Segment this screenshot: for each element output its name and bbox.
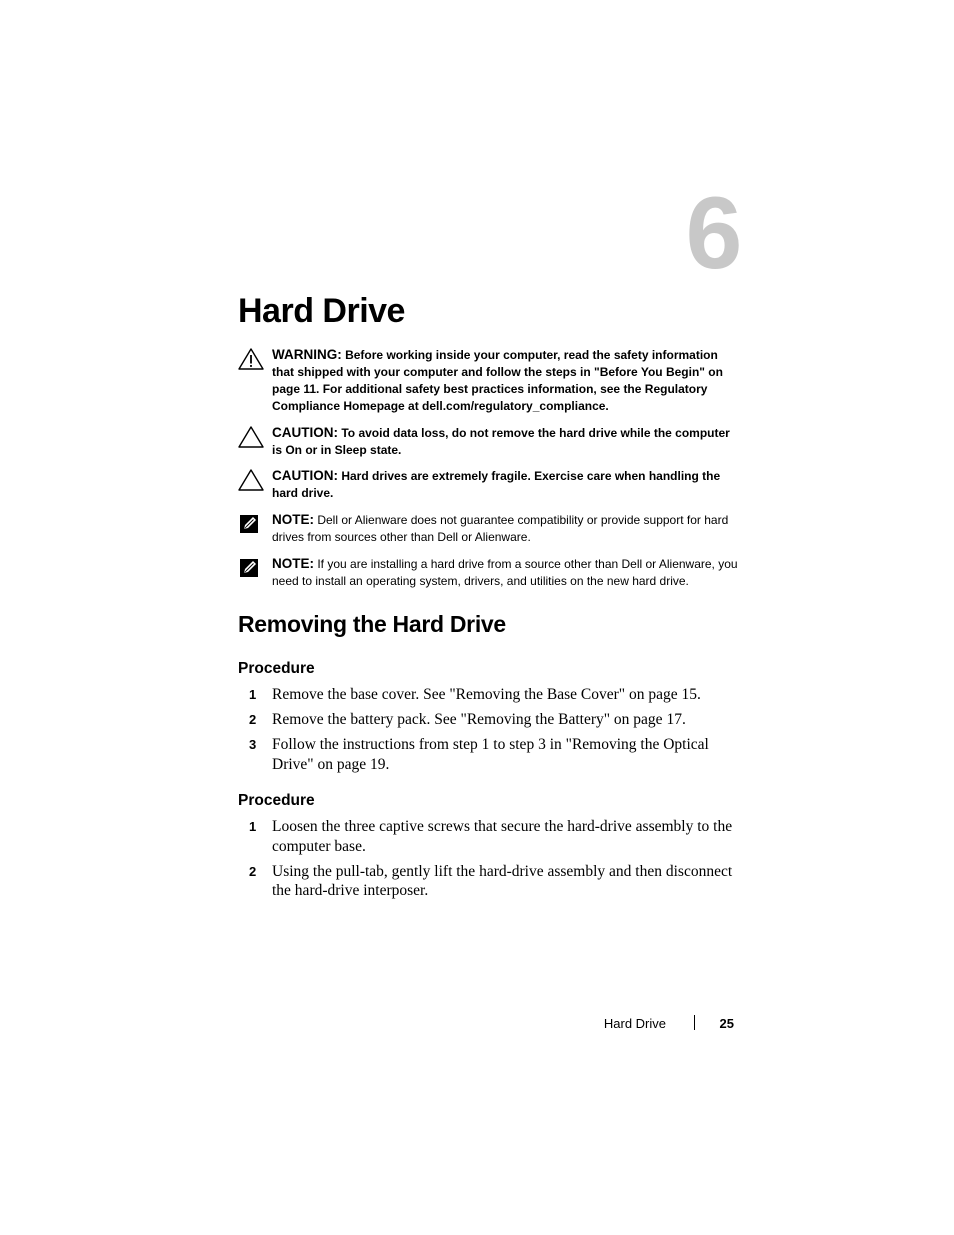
procedure-title: Procedure xyxy=(238,792,315,809)
step-text: Loosen the three captive screws that secure the hard-drive assembly to the computer base. xyxy=(272,818,733,855)
list-item xyxy=(238,735,738,774)
procedure-title: Procedure xyxy=(238,660,315,677)
caution-triangle-icon xyxy=(238,426,264,448)
notice-label: NOTE: xyxy=(272,512,314,527)
chapter-number: 6 xyxy=(685,176,743,290)
procedure-steps xyxy=(238,817,738,906)
step-number: 1 xyxy=(249,687,257,702)
step-number: 1 xyxy=(249,819,257,834)
step-number: 2 xyxy=(249,712,257,727)
footer-divider xyxy=(694,1015,695,1030)
list-item xyxy=(238,862,738,901)
notice-label: WARNING: xyxy=(272,347,342,362)
caution-triangle-icon xyxy=(238,469,264,491)
step-number: 3 xyxy=(249,737,257,752)
step-text: Remove the battery pack. See "Removing the Battery" on page 17. xyxy=(272,711,686,728)
notice-text: To avoid data loss, do not remove the hard drive while the computer is On or in Sleep state. xyxy=(272,426,730,457)
step-text: Remove the base cover. See "Removing the Base Cover" on page 15. xyxy=(272,686,701,703)
chapter-title: Hard Drive xyxy=(238,292,405,330)
step-text: Using the pull-tab, gently lift the hard-drive assembly and then disconnect the hard-drive interposer. xyxy=(272,862,733,899)
notice-label: NOTE: xyxy=(272,556,314,571)
note-pencil-icon xyxy=(238,513,264,535)
notice-label: CAUTION: xyxy=(272,468,338,483)
step-text: Follow the instructions from step 1 to step 3 in "Removing the Optical Drive" on page 19. xyxy=(272,736,709,773)
caution-notice xyxy=(238,467,738,502)
page-footer xyxy=(560,1013,736,1035)
note-notice xyxy=(238,511,738,546)
warning-notice xyxy=(238,346,738,415)
warning-triangle-icon xyxy=(238,348,264,370)
list-item xyxy=(238,817,738,856)
footer-chapter-label: Hard Drive xyxy=(603,1016,666,1031)
list-item xyxy=(238,685,738,705)
notice-text: Dell or Alienware does not guarantee compatibility or provide support for hard drives from sources other than Dell or Alienware. xyxy=(272,513,729,544)
section-title: Removing the Hard Drive xyxy=(238,611,506,637)
page-number: 25 xyxy=(719,1016,734,1031)
caution-notice xyxy=(238,424,738,459)
step-number: 2 xyxy=(249,863,257,879)
note-pencil-icon xyxy=(238,557,264,579)
procedure-steps xyxy=(238,685,738,780)
notice-text: Before working inside your computer, read the safety information that shipped with your computer and follow the steps in "Before You Begin" on page 11. For additional safety best practices information, see the Regulatory Compliance Homepage at dell.com/regulatory_compliance. xyxy=(272,348,723,413)
notice-label: CAUTION: xyxy=(272,425,338,440)
note-notice xyxy=(238,555,738,590)
notice-text: If you are installing a hard drive from a source other than Dell or Alienware, you need to install an operating system, drivers, and utilities on the new hard drive. xyxy=(272,557,738,588)
notice-text: Hard drives are extremely fragile. Exercise care when handling the hard drive. xyxy=(272,469,721,500)
list-item xyxy=(238,710,738,730)
